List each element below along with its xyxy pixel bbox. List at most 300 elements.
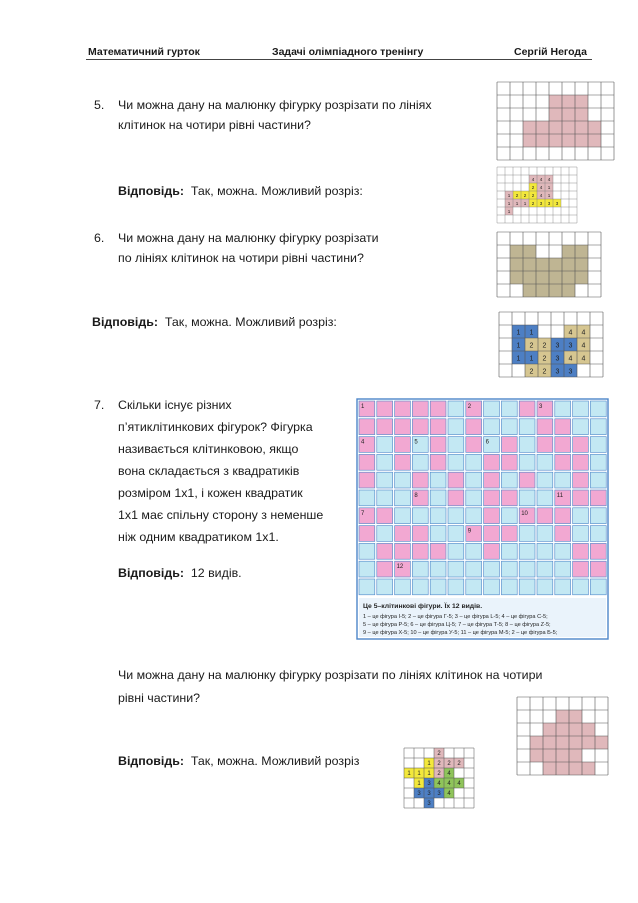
pentomino-cell [448, 454, 464, 470]
filled-cell [575, 134, 588, 147]
answer-cell-label: 3 [427, 791, 431, 798]
filled-cell [510, 271, 523, 284]
pentomino-cell [359, 454, 375, 470]
header-center: Задачі олімпіадного тренінгу [272, 46, 424, 58]
pentomino-cell [466, 437, 482, 453]
header-right: Сергій Негода [514, 46, 587, 58]
answer-cell-label: 3 [555, 342, 560, 350]
pentomino-cell [537, 508, 553, 524]
pentomino-cell [430, 543, 446, 559]
problem6-answer-text: Так, можна. Можливий розріз: [164, 315, 337, 329]
answer-cell-label: 2 [515, 193, 519, 198]
filled-cell [536, 284, 549, 297]
pentomino-cell [537, 543, 553, 559]
problem7-line-7: ніж одним квадратиком 1х1. [118, 530, 279, 544]
answer-cell-label: 2 [531, 193, 535, 198]
filled-cell [556, 736, 569, 749]
pentomino-cell [590, 490, 606, 506]
pentomino-cell [501, 543, 517, 559]
filled-cell [549, 271, 562, 284]
header-underline [86, 59, 592, 60]
pentomino-legend-row-3: 9 – це фігура Х-5; 10 – це фігура У-5; 11 – це фігура М-5; 2 – це фігура Б-5; [363, 630, 558, 636]
pentomino-cell [501, 454, 517, 470]
filled-cell [556, 710, 569, 723]
problem7-line-1: Скільки існує різних [118, 398, 232, 412]
answer-cell-label: 2 [437, 771, 441, 778]
puzzle5-figure [497, 82, 615, 162]
pentomino-cell [484, 526, 500, 542]
pentomino-cell [501, 472, 517, 488]
filled-cell [575, 121, 588, 134]
filled-cell [510, 245, 523, 258]
problem8-line2: рівні частини? [118, 691, 201, 705]
pentomino-cell [466, 490, 482, 506]
pentomino-cell [448, 437, 464, 453]
filled-cell [575, 258, 588, 271]
problem7-answer-text: 12 видів. [190, 566, 242, 580]
pentomino-cell [430, 508, 446, 524]
filled-cell [575, 271, 588, 284]
pentomino-cell [573, 401, 589, 417]
filled-cell [543, 749, 556, 762]
header-left: Математичний гурток [88, 46, 200, 58]
pentomino-cell [501, 437, 517, 453]
answer-cell-label: 2 [457, 761, 461, 768]
pentomino-cell [466, 508, 482, 524]
answer-cell-label: 1 [417, 781, 421, 788]
pentomino-cell [519, 472, 535, 488]
pentomino-cell [555, 561, 571, 577]
filled-cell [569, 749, 582, 762]
filled-cell [549, 134, 562, 147]
pentomino-cell [395, 401, 411, 417]
problem8-answer-label: Відповідь: [118, 754, 184, 768]
problem8-answer-text: Так, можна. Можливий розріз [190, 754, 360, 768]
pentomino-cell [590, 526, 606, 542]
filled-cell [549, 121, 562, 134]
pentomino-cell [359, 543, 375, 559]
pentomino-cell [484, 419, 500, 435]
answer-cell-label: 1 [547, 193, 551, 198]
pentomino-cell [590, 508, 606, 524]
pentomino-cell [590, 543, 606, 559]
problem7-line-6: 1х1 має спільну сторону з неменше [118, 508, 324, 522]
pentomino-cell [395, 579, 411, 595]
pentomino-cell [501, 490, 517, 506]
pentomino-cell [466, 472, 482, 488]
answer-cell-label: 3 [555, 355, 560, 363]
pentomino-number-label: 6 [485, 439, 489, 446]
pentomino-cell [430, 561, 446, 577]
problem5-answer-text: Так, можна. Можливий розріз: [190, 184, 363, 198]
answer-cell-label: 1 [417, 771, 421, 778]
filled-cell [588, 121, 601, 134]
pentomino-cell [395, 508, 411, 524]
problem6-line1: Чи можна дану на малюнку фігурку розрізати [118, 231, 379, 245]
pentomino-cell [377, 419, 393, 435]
filled-cell [562, 271, 575, 284]
filled-cell [575, 245, 588, 258]
answer-cell-label: 4 [447, 771, 451, 778]
pentomino-cell [519, 437, 535, 453]
filled-cell [536, 258, 549, 271]
pentomino-cell [430, 526, 446, 542]
answer-cell-label: 3 [555, 368, 560, 376]
filled-cell [556, 762, 569, 775]
pentomino-cell [519, 543, 535, 559]
answer-cell-label: 1 [529, 329, 534, 337]
filled-cell [523, 134, 536, 147]
answer-cell-label: 2 [531, 201, 535, 206]
pentomino-cell [590, 579, 606, 595]
problem7-answer [118, 564, 242, 583]
pentomino-cell [573, 526, 589, 542]
pentomino-cell [395, 454, 411, 470]
answer-cell-label: 2 [531, 185, 535, 190]
answer-cell-label: 1 [516, 355, 521, 363]
puzzle6-figure [497, 232, 613, 298]
pentomino-cell [448, 401, 464, 417]
answer-cell-label: 1 [515, 201, 519, 206]
answer-cell-label: 1 [523, 201, 527, 206]
pentomino-cell [377, 401, 393, 417]
pentomino-cell [590, 472, 606, 488]
problem5-line2: клітинок на чотири рівні частини? [118, 118, 311, 132]
pentomino-cell [484, 508, 500, 524]
pentomino-cell [412, 419, 428, 435]
filled-cell [562, 121, 575, 134]
answer-cell-label: 2 [447, 761, 451, 768]
answer-cell-label: 2 [542, 355, 547, 363]
pentomino-chart [357, 399, 608, 639]
answer-cell-label: 2 [529, 368, 534, 376]
pentomino-cell [448, 579, 464, 595]
filled-cell [569, 723, 582, 736]
pentomino-cell [412, 454, 428, 470]
pentomino-cell [430, 490, 446, 506]
answer-cell-label: 2 [437, 751, 441, 758]
filled-cell [582, 762, 595, 775]
answer-cell-label: 1 [507, 193, 511, 198]
answer-cell-label: 4 [547, 177, 551, 182]
pentomino-number-label: 10 [521, 510, 528, 517]
pentomino-cell [501, 508, 517, 524]
pentomino-cell [484, 454, 500, 470]
pentomino-cell [519, 490, 535, 506]
answer-cell-label: 1 [516, 329, 521, 337]
pentomino-cell [590, 419, 606, 435]
answer-cell-label: 3 [539, 201, 543, 206]
answer-cell-label: 1 [547, 185, 551, 190]
pentomino-number-label: 1 [361, 404, 365, 410]
filled-cell [523, 245, 536, 258]
filled-cell [556, 723, 569, 736]
filled-cell [562, 245, 575, 258]
filled-cell [575, 108, 588, 121]
answer-cell-label: 4 [457, 781, 461, 788]
problem6-answer [92, 313, 337, 332]
pentomino-cell [484, 543, 500, 559]
filled-cell [536, 121, 549, 134]
filled-cell [569, 736, 582, 749]
problem6-line2: по лініях клітинок на чотири рівні частини? [118, 251, 364, 265]
answer-cell-label: 4 [581, 355, 586, 363]
pentomino-cell [537, 437, 553, 453]
answer-cell-label: 3 [427, 781, 431, 788]
pentomino-cell [555, 472, 571, 488]
pentomino-cell [466, 561, 482, 577]
pentomino-cell [412, 526, 428, 542]
pentomino-cell [590, 454, 606, 470]
pentomino-cell [519, 579, 535, 595]
pentomino-cell [377, 543, 393, 559]
pentomino-cell [501, 561, 517, 577]
problem8-answer [118, 752, 359, 771]
pentomino-number-label: 8 [414, 493, 418, 499]
pentomino-cell [412, 561, 428, 577]
pentomino-cell [484, 561, 500, 577]
answer-cell-label: 4 [437, 781, 441, 788]
pentomino-cell [573, 508, 589, 524]
pentomino-number-label: 5 [414, 439, 418, 446]
pentomino-cell [395, 419, 411, 435]
pentomino-cell [501, 579, 517, 595]
answer-cell-label: 4 [539, 185, 543, 190]
answer-cell-label: 3 [568, 368, 573, 376]
pentomino-cell [359, 419, 375, 435]
pentomino-cell [430, 472, 446, 488]
problem7-number: 7. [94, 398, 105, 412]
pentomino-cell [555, 579, 571, 595]
answer-cell-label: 1 [427, 761, 431, 768]
pentomino-cell [573, 437, 589, 453]
answer-cell-label: 1 [529, 355, 534, 363]
pentomino-cell [359, 490, 375, 506]
pentomino-cell [590, 401, 606, 417]
answer-cell-label: 3 [437, 791, 441, 798]
filled-cell [582, 723, 595, 736]
pentomino-cell [448, 543, 464, 559]
pentomino-cell [519, 454, 535, 470]
pentomino-cell [501, 419, 517, 435]
puzzle5-answer-grid [497, 167, 577, 223]
pentomino-cell [555, 526, 571, 542]
pentomino-cell [484, 401, 500, 417]
pentomino-cell [466, 419, 482, 435]
pentomino-cell [430, 579, 446, 595]
pentomino-cell [501, 401, 517, 417]
filled-cell [549, 284, 562, 297]
pentomino-cell [537, 454, 553, 470]
filled-cell [562, 108, 575, 121]
pentomino-cell [537, 579, 553, 595]
pentomino-cell [448, 508, 464, 524]
pentomino-number-label: 3 [539, 404, 543, 410]
pentomino-cell [466, 454, 482, 470]
pentomino-cell [466, 579, 482, 595]
pentomino-cell [555, 508, 571, 524]
answer-cell-label: 2 [529, 342, 534, 350]
problem7-line-2: п’ятиклітинкових фігурок? Фігурка [118, 420, 313, 434]
answer-cell-label: 4 [581, 329, 586, 337]
filled-cell [543, 736, 556, 749]
pentomino-cell [448, 561, 464, 577]
answer-cell-label: 1 [407, 771, 411, 778]
pentomino-cell [377, 579, 393, 595]
problem5-answer-label: Відповідь: [118, 184, 184, 198]
filled-cell [543, 723, 556, 736]
filled-cell [549, 258, 562, 271]
answer-cell-label: 4 [539, 193, 543, 198]
pentomino-cell [359, 561, 375, 577]
filled-cell [523, 271, 536, 284]
pentomino-cell [573, 543, 589, 559]
filled-cell [543, 762, 556, 775]
pentomino-cell [377, 490, 393, 506]
filled-cell [569, 710, 582, 723]
pentomino-cell [537, 561, 553, 577]
problem6-number: 6. [94, 231, 105, 245]
pentomino-cell [412, 579, 428, 595]
pentomino-cell [519, 561, 535, 577]
pentomino-cell [537, 419, 553, 435]
pentomino-cell [377, 472, 393, 488]
pentomino-cell [555, 454, 571, 470]
pentomino-cell [573, 579, 589, 595]
pentomino-cell [430, 454, 446, 470]
answer-cell-label: 3 [568, 342, 573, 350]
answer-cell-label: 2 [523, 193, 527, 198]
problem5-line1: Чи можна дану на малюнку фігурку розрізати по лініях [118, 98, 432, 112]
pentomino-cell [519, 419, 535, 435]
pentomino-cell [573, 561, 589, 577]
filled-cell [549, 95, 562, 108]
answer-cell-label: 3 [417, 791, 421, 798]
filled-cell [523, 121, 536, 134]
pentomino-cell [484, 490, 500, 506]
answer-cell-label: 4 [447, 781, 451, 788]
pentomino-cell [430, 437, 446, 453]
problem8-line1: Чи можна дану на малюнку фігурку розрізати по лініях клітинок на чотири [118, 668, 543, 682]
pentomino-cell [501, 526, 517, 542]
pentomino-number-label: 4 [361, 439, 365, 446]
filled-cell [530, 736, 543, 749]
pentomino-number-label: 2 [467, 404, 472, 410]
pentomino-legend-row-1: 1 – це фігура І-5; 2 – це фігура Г-5; 3 – це фігура L-5; 4 – це фігура С-5; [363, 614, 548, 620]
filled-cell [569, 762, 582, 775]
pentomino-cell [377, 508, 393, 524]
pentomino-cell [448, 419, 464, 435]
filled-cell [575, 95, 588, 108]
pentomino-cell [412, 472, 428, 488]
filled-cell [562, 258, 575, 271]
problem7-line-3: називається клітинковою, якщо [118, 442, 299, 456]
answer-cell-label: 1 [427, 771, 431, 778]
answer-cell-label: 4 [447, 791, 451, 798]
problem7-answer-label: Відповідь: [118, 566, 184, 580]
filled-cell [549, 108, 562, 121]
pentomino-cell [430, 419, 446, 435]
pentomino-cell [359, 472, 375, 488]
answer-cell-label: 1 [507, 201, 511, 206]
pentomino-cell [377, 437, 393, 453]
filled-cell [536, 271, 549, 284]
pentomino-number-label: 11 [556, 493, 564, 499]
pentomino-cell [377, 561, 393, 577]
filled-cell [530, 749, 543, 762]
filled-cell [588, 134, 601, 147]
pentomino-cell [395, 437, 411, 453]
pentomino-cell [448, 472, 464, 488]
pentomino-number-label: 9 [467, 528, 472, 535]
pentomino-cell [519, 401, 535, 417]
problem5-number: 5. [94, 98, 105, 112]
problem5-answer [118, 182, 363, 201]
pentomino-cell [448, 490, 464, 506]
pentomino-cell [537, 472, 553, 488]
pentomino-cell [395, 543, 411, 559]
answer-cell-label: 4 [568, 355, 573, 363]
pentomino-cell [412, 543, 428, 559]
answer-cell-label: 2 [542, 342, 547, 350]
pentomino-cell [395, 472, 411, 488]
pentomino-cell [537, 526, 553, 542]
puzzle6-answer-grid [499, 312, 615, 384]
filled-cell [556, 749, 569, 762]
pentomino-cell [377, 526, 393, 542]
answer-cell-label: 4 [539, 177, 543, 182]
pentomino-cell [359, 579, 375, 595]
answer-cell-label: 4 [531, 177, 535, 182]
pentomino-cell [395, 526, 411, 542]
pentomino-cell [537, 490, 553, 506]
pentomino-cell [573, 490, 589, 506]
filled-cell [562, 284, 575, 297]
answer-cell-label: 4 [568, 329, 573, 337]
filled-cell [562, 134, 575, 147]
pentomino-cell [412, 401, 428, 417]
pentomino-cell [519, 526, 535, 542]
pentomino-number-label: 7 [361, 510, 365, 517]
filled-cell [523, 284, 536, 297]
pentomino-cell [590, 437, 606, 453]
filled-cell [510, 258, 523, 271]
pentomino-cell [555, 437, 571, 453]
pentomino-cell [466, 543, 482, 559]
pentomino-cell [590, 561, 606, 577]
answer-cell-label: 4 [581, 342, 586, 350]
pentomino-cell [359, 526, 375, 542]
pentomino-cell [412, 508, 428, 524]
puzzle8-answer-grid [400, 746, 472, 808]
pentomino-legend-title: Це 5–клітинкові фігури. Їх 12 видів. [363, 603, 483, 610]
puzzle8-figure [517, 697, 609, 781]
pentomino-cell [377, 454, 393, 470]
pentomino-cell [430, 401, 446, 417]
problem7-line-4: вона складається з квадратиків [118, 464, 300, 478]
pentomino-cell [555, 419, 571, 435]
pentomino-cell [395, 490, 411, 506]
pentomino-cell [555, 543, 571, 559]
filled-cell [523, 258, 536, 271]
answer-cell-label: 3 [555, 201, 559, 206]
pentomino-cell [573, 419, 589, 435]
filled-cell [536, 134, 549, 147]
pentomino-cell [484, 579, 500, 595]
answer-cell-label: 3 [547, 201, 551, 206]
filled-cell [595, 736, 608, 749]
pentomino-cell [573, 454, 589, 470]
